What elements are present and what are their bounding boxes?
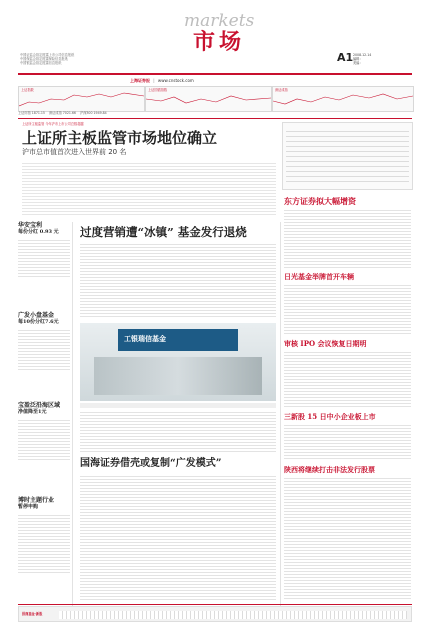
right-story-title-3: 三新股 15 日中小企业板上市 — [284, 412, 376, 421]
chart-label-2: 上证国债指数 — [148, 88, 168, 92]
brief-body — [18, 418, 70, 462]
second-body-text — [80, 474, 276, 600]
logo-cn: 市场 — [192, 29, 245, 55]
photo-caption — [80, 403, 276, 408]
strip-item: 上证综指 — [18, 111, 31, 115]
contact-1: 编辑： — [353, 57, 363, 62]
right-story-body-3 — [284, 423, 411, 461]
stock-strip — [18, 111, 412, 116]
strip-item: 7021.66 — [62, 111, 76, 115]
bottom-banner-label: 招商基金·新股 — [22, 612, 43, 616]
right-story-title-1: 日光基金举牌首开车辆 — [284, 272, 354, 281]
brief-1 — [18, 222, 70, 278]
brief-title: 华安宝利 — [18, 222, 43, 229]
contact-2: 美编： — [353, 61, 363, 66]
brief-subtitle: 暂停申购 — [18, 504, 39, 510]
bottom-table — [59, 611, 407, 619]
brief-title: 宝盈泛沿海区域 — [18, 402, 61, 409]
page-number: A1 — [337, 51, 354, 64]
right-top-title: 东方证券拟大幅增资 — [284, 196, 356, 206]
right-story-body-1 — [284, 283, 411, 335]
note-2: 中国保监会指定披露保险信息报纸 — [20, 57, 68, 62]
masthead-contact — [353, 53, 423, 66]
website: www.cnstock.com — [157, 78, 194, 83]
news-photo — [80, 323, 276, 401]
strip-item: 1871.15 — [31, 111, 45, 115]
right-story-title-2: 审核 IPO 会议恢复日期明 — [284, 339, 367, 348]
chart-label-1: 上证指数 — [21, 88, 34, 92]
note-1: 中国证监会指定披露上市公司信息报纸 — [20, 53, 75, 57]
brief-title: 博时主题行业 — [18, 497, 55, 504]
brief-subtitle: 每份分红 0.93 元 — [18, 229, 59, 235]
center-body-text — [80, 242, 276, 318]
market-table — [282, 122, 413, 190]
chart-shenzhen — [272, 86, 414, 112]
brief-4 — [18, 497, 70, 573]
chart-bond — [145, 86, 272, 112]
strip-item: 深证成指 — [49, 111, 62, 115]
brief-3 — [18, 402, 70, 462]
brief-subtitle: 每10份分红7.6元 — [18, 319, 59, 325]
chart-line-3 — [273, 87, 413, 111]
lead-headline: 上证所主板监管市场地位确立 — [22, 129, 218, 147]
col-divider — [72, 222, 73, 607]
lead-body-text — [22, 161, 276, 217]
chart-line-1 — [19, 87, 144, 111]
center-body-text-2 — [80, 410, 276, 454]
pub-line: 上海证券报 | www.cnstock.com — [130, 78, 194, 83]
masthead-rule — [18, 73, 412, 75]
second-headline: 国海证券借壳或复制“广发模式” — [80, 458, 222, 469]
logo-en: markets — [184, 11, 255, 31]
chart-label-3: 深证成指 — [275, 88, 288, 92]
brief-subtitle: 净值降至1元 — [18, 409, 47, 415]
pub-name: 上海证券报 — [130, 78, 150, 83]
strip-item: 1949.84 — [93, 111, 107, 115]
brief-2 — [18, 312, 70, 372]
masthead-logo — [184, 12, 254, 54]
photo-banner — [118, 329, 238, 351]
chart-shanghai — [18, 86, 145, 112]
right-story-body-2 — [284, 350, 411, 408]
issue-date: 2008.12.14 — [353, 53, 372, 57]
rule — [18, 118, 412, 119]
strip-item: 沪深300 — [80, 111, 93, 115]
masthead-notes — [20, 53, 130, 66]
brief-body — [18, 328, 70, 372]
photo-label: 工银瑞信基金 — [124, 335, 166, 343]
right-story-title-4: 陕西将继续打击非法发行股票 — [284, 465, 375, 474]
lead-subhead: 沪市总市值首次进入世界前 20 名 — [22, 148, 127, 156]
right-top-body — [284, 208, 411, 268]
col-divider — [280, 222, 281, 607]
brief-title: 广发小盘基金 — [18, 312, 55, 319]
lead-kicker: 上证所主板监管 今年沪市上市公司总数超越 — [22, 122, 84, 126]
bottom-rule — [18, 604, 412, 605]
brief-body — [18, 238, 70, 278]
right-story-body-4 — [284, 476, 411, 600]
photo-crowd — [94, 357, 262, 395]
center-headline: 过度营销遭“冰镇” 基金发行退烧 — [80, 225, 247, 239]
note-3: 中国银监会指定披露信息报纸 — [20, 61, 62, 66]
brief-body — [18, 513, 70, 573]
bottom-banner — [18, 606, 412, 622]
